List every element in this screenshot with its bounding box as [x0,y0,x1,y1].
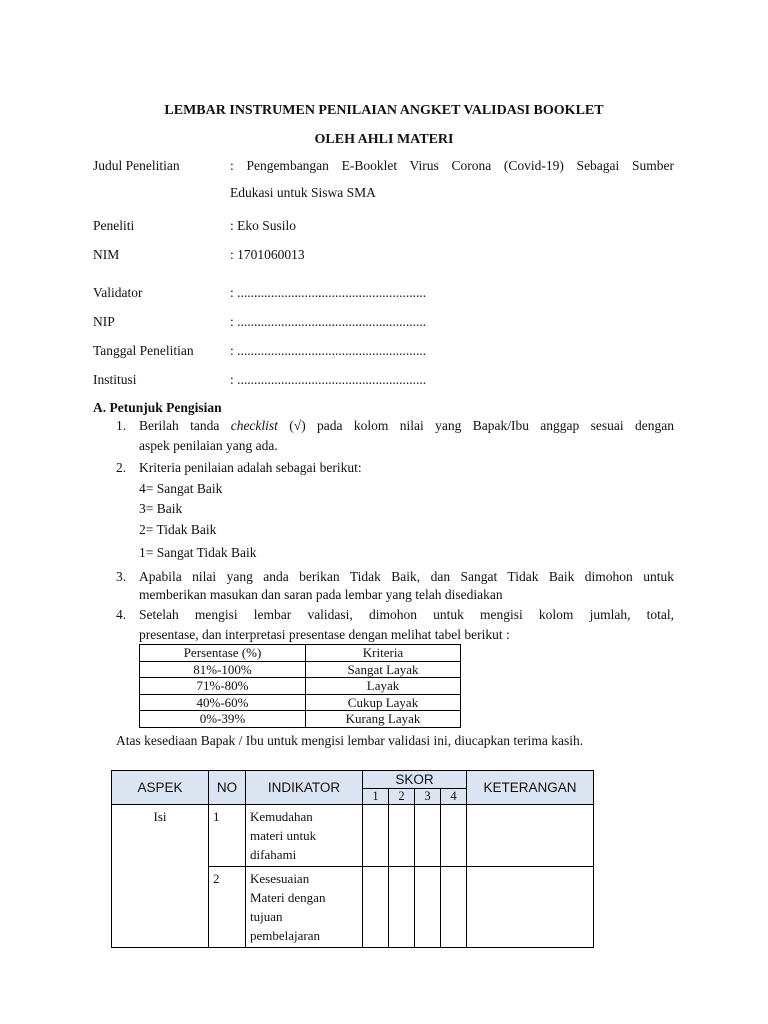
judul-value-line2: Edukasi untuk Siswa SMA [230,185,376,200]
table-row [140,678,461,695]
header-keterangan: KETERANGAN [467,771,594,805]
header-indikator: INDIKATOR [246,771,363,805]
score-cell-2[interactable] [389,805,415,867]
criteria-cell: 0%-39% [140,711,306,728]
score-cell-1[interactable] [363,867,389,948]
institusi-blank: : ........................................................ [230,372,427,387]
closing-text: Atas kesediaan Bapak / Ibu untuk mengisi lembar validasi ini, diucapkan terima kasih. [116,733,584,748]
aspek-label: Isi [153,809,167,824]
no-cell [209,805,246,867]
assessment-table [111,770,594,948]
nim-label: NIM [93,247,120,262]
row-number: 2 [213,871,220,886]
item4-number: 4. [116,607,127,622]
document-subtitle: OLEH AHLI MATERI [314,132,454,147]
criteria-cell: 71%-80% [140,678,306,695]
criteria-table [139,644,461,728]
row-number: 1 [213,809,220,824]
indikator-line: Materi dengan [250,890,326,905]
criteria-header-kriteria: Kriteria [306,645,461,662]
header-score-1: 1 [363,789,389,805]
indikator-line: pembelajaran [250,928,321,943]
scale-2: 2= Tidak Baik [139,522,217,537]
judul-label: Judul Penelitian [93,158,180,173]
tanggal-label: Tanggal Penelitian [93,343,194,358]
item3-line1: Apabila nilai yang anda berikan Tidak Baik, dan Sangat Tidak Baik dimohon untuk [139,569,674,584]
validator-blank: : ........................................................ [230,285,427,300]
judul-value-line1: : Pengembangan E-Booklet Virus Corona (Covid-19) Sebagai Sumber [230,158,674,173]
scale-4: 4= Sangat Baik [139,481,223,496]
score-cell-1[interactable] [363,805,389,867]
indikator-cell [246,805,363,867]
criteria-cell: 40%-60% [140,694,306,711]
header-skor: SKOR [363,771,467,789]
item3-number: 3. [116,569,127,584]
scale-3: 3= Baik [139,501,183,516]
scale-1: 1= Sangat Tidak Baik [139,545,257,560]
table-row [140,661,461,678]
indikator-line: Kesesuaian [250,871,310,886]
keterangan-cell[interactable] [467,867,594,948]
no-cell [209,867,246,948]
item1-number: 1. [116,418,127,433]
item1-line1: Berilah tanda checklist (√) pada kolom nilai yang Bapak/Ibu anggap sesuai dengan [139,418,674,433]
table-row [140,711,461,728]
document-title: LEMBAR INSTRUMEN PENILAIAN ANGKET VALIDASI BOOKLET [164,103,604,118]
score-cell-4[interactable] [441,867,467,948]
score-cell-2[interactable] [389,867,415,948]
table-row [140,694,461,711]
criteria-cell: 81%-100% [140,661,306,678]
item4-line2: presentase, dan interpretasi presentase dengan melihat tabel berikut : [139,627,510,642]
nim-value: : 1701060013 [230,247,305,262]
score-cell-4[interactable] [441,805,467,867]
criteria-cell: Kurang Layak [306,711,461,728]
header-no: NO [209,771,246,805]
tanggal-blank: : ........................................................ [230,343,427,358]
nip-label: NIP [93,314,115,329]
header-aspek: ASPEK [112,771,209,805]
indikator-cell [246,867,363,948]
institusi-label: Institusi [93,372,137,387]
indikator-line: difahami [250,847,297,862]
table-row [112,805,594,867]
score-cell-3[interactable] [415,805,441,867]
section-a-heading: A. Petunjuk Pengisian [93,400,222,415]
item4-line1: Setelah mengisi lembar validasi, dimohon untuk mengisi kolom jumlah, total, [139,607,674,622]
criteria-cell: Cukup Layak [306,694,461,711]
item2-line1: Kriteria penilaian adalah sebagai berikut: [139,460,362,475]
criteria-cell: Layak [306,678,461,695]
criteria-cell: Sangat Layak [306,661,461,678]
indikator-line: tujuan [250,909,283,924]
peneliti-label: Peneliti [93,218,135,233]
indikator-line: Kemudahan [250,809,313,824]
header-score-3: 3 [415,789,441,805]
item2-number: 2. [116,460,127,475]
keterangan-cell[interactable] [467,805,594,867]
item3-line2: memberikan masukan dan saran pada lembar yang telah disediakan [139,587,503,602]
nip-blank: : ........................................................ [230,314,427,329]
header-score-4: 4 [441,789,467,805]
aspek-cell [112,805,209,948]
criteria-header-persentase: Persentase (%) [140,645,306,662]
header-score-2: 2 [389,789,415,805]
validator-label: Validator [93,285,143,300]
peneliti-value: : Eko Susilo [230,218,297,233]
indikator-line: materi untuk [250,828,317,843]
item1-line2: aspek penilaian yang ada. [139,438,278,453]
score-cell-3[interactable] [415,867,441,948]
